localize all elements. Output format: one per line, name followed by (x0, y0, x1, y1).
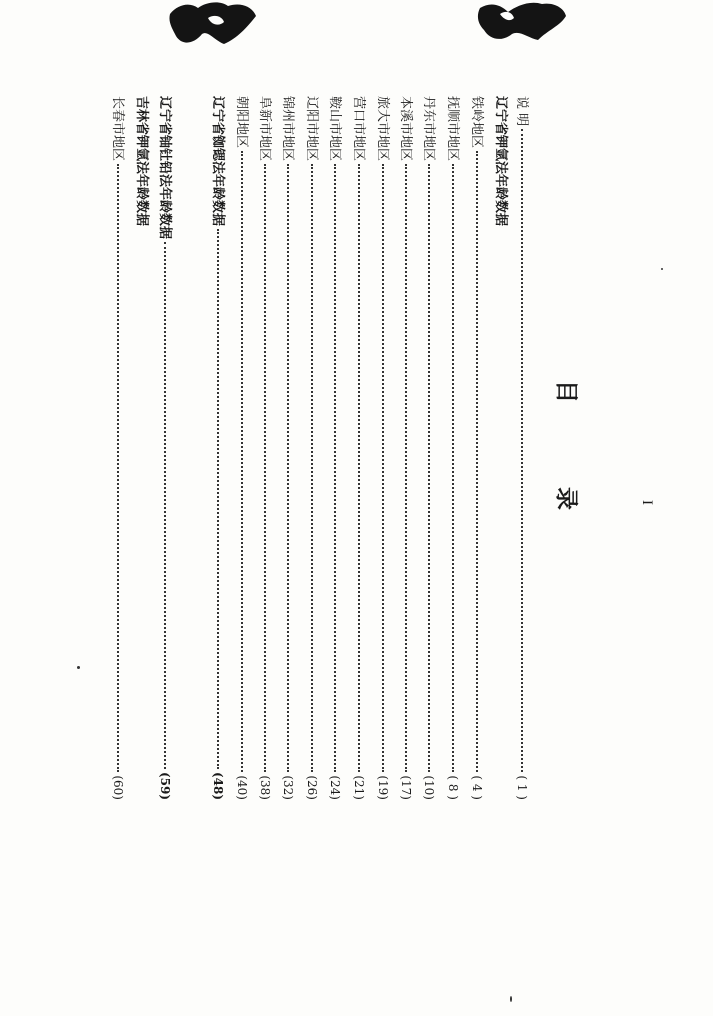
toc-entry-label: 本溪市地区 (398, 96, 413, 162)
page-folio: I (639, 500, 655, 505)
toc-entry-label: 说 明 (514, 96, 529, 127)
toc-entry-label: 铁岭地区 (469, 96, 484, 149)
toc-entry (420, 96, 437, 800)
toc-page-number: (59) (158, 771, 172, 800)
page-title: 目 录 (553, 380, 580, 549)
toc-entry-label: 辽宁省铷锶法年龄数据 (210, 96, 225, 227)
scan-speck (510, 996, 512, 1002)
dot-leader (521, 129, 523, 772)
dot-leader (358, 164, 360, 772)
toc-page-number: (19) (376, 775, 390, 800)
toc-entry-label: 辽宁省钾氩法年龄数据 (493, 96, 508, 227)
toc-page-number: (26) (305, 775, 319, 800)
toc-page-number: ( 8 ) (446, 775, 460, 800)
dot-leader (164, 242, 166, 769)
toc-entry (374, 96, 391, 800)
toc-page-number: (24) (328, 775, 342, 800)
toc-entry-label: 营口市地区 (351, 96, 366, 162)
dot-leader (476, 151, 478, 772)
toc-page-number: ( 4 ) (470, 775, 484, 800)
dot-leader (241, 151, 243, 772)
toc-entry (513, 96, 530, 800)
dot-leader (117, 164, 119, 772)
toc-entry-label: 锦州市地区 (280, 96, 295, 162)
toc-entry-label: 鞍山市地区 (327, 96, 342, 162)
toc-page-number: (48) (211, 771, 225, 800)
toc-entry-label: 抚顺市地区 (445, 96, 460, 162)
toc-entry-label: 阜新市地区 (257, 96, 272, 162)
toc-entry (279, 96, 296, 800)
toc-page-number: (40) (235, 775, 249, 800)
toc-entry (350, 96, 367, 800)
dot-leader (334, 164, 336, 772)
toc-page-number: (10) (422, 775, 436, 800)
toc-page-number: (38) (258, 775, 272, 800)
scan-speck (661, 268, 663, 270)
toc-entry (326, 96, 343, 800)
dot-leader (287, 164, 289, 772)
dot-leader (311, 164, 313, 772)
dot-leader (452, 164, 454, 772)
toc-page-number: (17) (399, 775, 413, 800)
toc-entry-label: 吉林省钾氩法年龄数据 (134, 96, 149, 227)
dot-leader (428, 164, 430, 772)
toc-entry (303, 96, 320, 800)
dot-leader (264, 164, 266, 772)
toc-page-number: (32) (281, 775, 295, 800)
toc-entry (233, 96, 250, 800)
toc-page-number: (60) (111, 775, 125, 800)
toc-section-heading (156, 96, 173, 800)
dot-leader (217, 229, 219, 769)
toc-entry-label: 朝阳地区 (234, 96, 249, 149)
toc-entry (109, 96, 126, 800)
toc-page-number: ( 1 ) (515, 775, 529, 800)
toc-entry (256, 96, 273, 800)
toc-entry-label: 辽阳市地区 (304, 96, 319, 162)
dot-leader (405, 164, 407, 772)
toc-entry-label: 旅大市地区 (375, 96, 390, 162)
toc-entry-label: 长春市地区 (110, 96, 125, 162)
toc-section-heading (492, 96, 508, 226)
toc-entry (397, 96, 414, 800)
toc-entry-label: 辽宁省铀钍铅法年龄数据 (157, 96, 172, 240)
toc-entry-label: 丹东市地区 (421, 96, 436, 162)
toc-entry (468, 96, 485, 800)
toc-section-heading (133, 96, 149, 226)
scan-speck (77, 666, 80, 669)
toc-page-number: (21) (352, 775, 366, 800)
toc-entry (444, 96, 461, 800)
dot-leader (382, 164, 384, 772)
toc-section-heading (209, 96, 226, 800)
